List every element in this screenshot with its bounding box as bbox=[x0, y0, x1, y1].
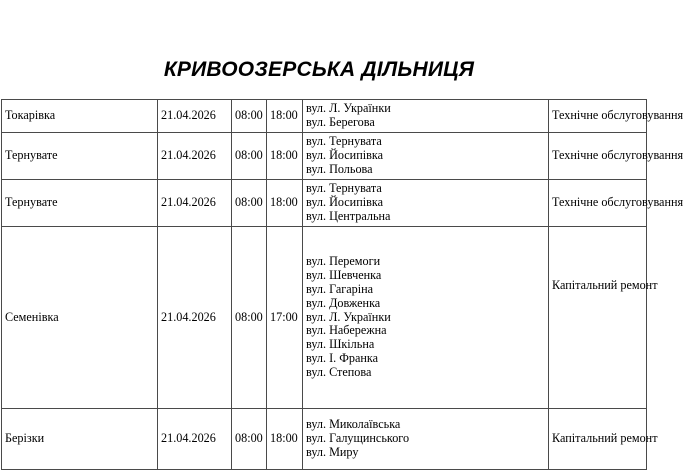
work-type-cell: Технічне обслуговування bbox=[549, 133, 647, 180]
date-cell: 21.04.2026 bbox=[158, 409, 232, 470]
end-time-cell: 18:00 bbox=[267, 133, 303, 180]
street-item: вул. Степова bbox=[306, 364, 372, 379]
work-type-cell: Капітальний ремонт bbox=[549, 227, 647, 409]
start-time-cell: 08:00 bbox=[232, 133, 267, 180]
location-cell: Тернувате bbox=[2, 180, 158, 227]
location-cell: Тернувате bbox=[2, 133, 158, 180]
work-type-cell: Технічне обслуговування bbox=[549, 180, 647, 227]
street-item: вул. Тернувата bbox=[306, 134, 382, 149]
street-item: вул. Йосипівка bbox=[306, 195, 384, 210]
table-row bbox=[2, 100, 647, 133]
street-item: вул. Довженка bbox=[306, 295, 381, 310]
street-item: вул. Набережна bbox=[306, 323, 387, 338]
start-time-cell: 08:00 bbox=[232, 227, 267, 409]
table-row bbox=[2, 133, 647, 180]
streets-cell bbox=[303, 133, 549, 180]
streets-cell bbox=[303, 180, 549, 227]
street-item: вул. Л. Українки bbox=[306, 101, 391, 116]
street-item: вул. Миколаївська bbox=[306, 417, 401, 432]
street-item: вул. Йосипівка bbox=[306, 148, 384, 163]
location-cell: Токарівка bbox=[2, 100, 158, 133]
location-cell: Семенівка bbox=[2, 227, 158, 409]
streets-cell bbox=[303, 227, 549, 409]
street-item: вул. Тернувата bbox=[306, 181, 382, 196]
streets-cell bbox=[303, 100, 549, 133]
street-item: вул. Центральна bbox=[306, 208, 391, 223]
street-item: вул. І. Франка bbox=[306, 350, 379, 365]
table-row bbox=[2, 409, 647, 470]
end-time-cell: 18:00 bbox=[267, 180, 303, 227]
start-time-cell: 08:00 bbox=[232, 100, 267, 133]
date-cell: 21.04.2026 bbox=[158, 133, 232, 180]
street-item: вул. Шкільна bbox=[306, 337, 375, 352]
date-cell: 21.04.2026 bbox=[158, 180, 232, 227]
table-row bbox=[2, 227, 647, 409]
street-item: вул. Гагаріна bbox=[306, 282, 374, 296]
table-row bbox=[2, 180, 647, 227]
work-type-cell: Технічне обслуговування bbox=[549, 100, 647, 133]
street-item: вул. Л. Українки bbox=[306, 309, 391, 324]
date-cell: 21.04.2026 bbox=[158, 227, 232, 409]
start-time-cell: 08:00 bbox=[232, 180, 267, 227]
streets-cell bbox=[303, 409, 549, 470]
page-title: КРИВООЗЕРСЬКА ДІЛЬНИЦЯ bbox=[163, 58, 475, 81]
end-time-cell: 18:00 bbox=[267, 100, 303, 133]
street-item: вул. Шевченка bbox=[306, 268, 382, 283]
street-item: вул. Галущинського bbox=[306, 431, 410, 446]
work-type-cell: Капітальний ремонт bbox=[549, 409, 647, 470]
location-cell: Берізки bbox=[2, 409, 158, 470]
schedule-table bbox=[1, 99, 683, 470]
end-time-cell: 17:00 bbox=[267, 227, 303, 409]
start-time-cell: 08:00 bbox=[232, 409, 267, 470]
street-item: вул. Берегова bbox=[306, 115, 375, 129]
date-cell: 21.04.2026 bbox=[158, 100, 232, 133]
street-item: вул. Перемоги bbox=[306, 254, 381, 269]
end-time-cell: 18:00 bbox=[267, 409, 303, 470]
street-item: вул. Миру bbox=[306, 444, 359, 459]
street-item: вул. Польова bbox=[306, 161, 373, 176]
